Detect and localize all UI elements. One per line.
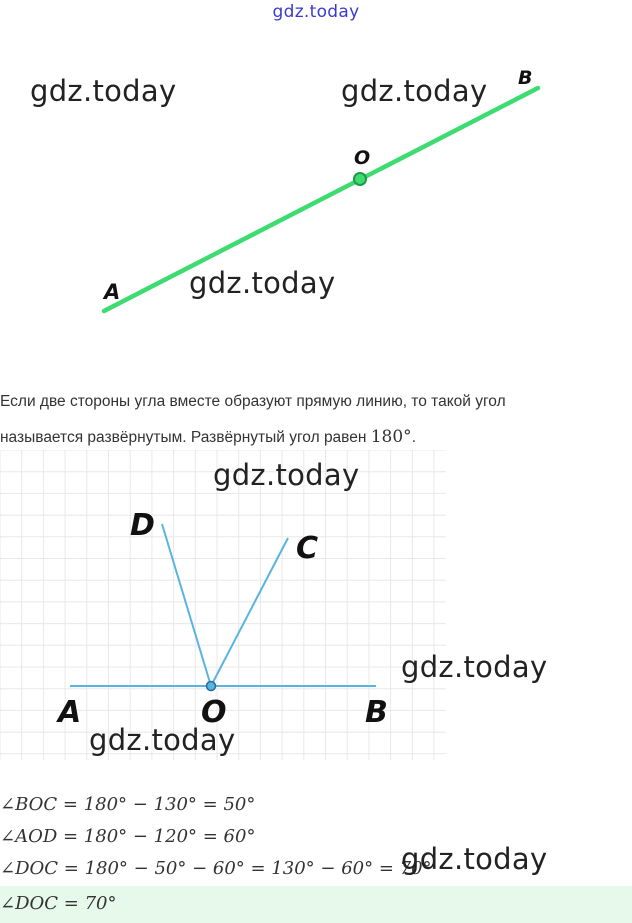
ray-oc: [211, 538, 288, 686]
watermark: gdz.today: [401, 842, 548, 876]
label-b: B: [518, 67, 533, 89]
watermark: gdz.today: [189, 266, 336, 300]
label-a: A: [58, 695, 82, 730]
site-link[interactable]: gdz.today: [272, 2, 360, 22]
label-c: C: [296, 531, 319, 566]
watermark: gdz.today: [30, 74, 177, 108]
vertex-o: [207, 682, 216, 691]
paragraph-line-2: [0, 427, 416, 447]
equation-boc: ∠BOC = 180° − 130° = 50°: [0, 794, 256, 815]
label-b: B: [365, 695, 388, 730]
watermark: gdz.today: [341, 74, 488, 108]
label-o: O: [354, 147, 371, 169]
watermark: gdz.today: [89, 723, 236, 757]
answer-doc: ∠DOC = 70°: [0, 893, 117, 914]
point-o: [354, 173, 366, 185]
watermark: gdz.today: [401, 650, 548, 684]
figure-angles-grid: [0, 450, 446, 760]
ray-od: [162, 524, 211, 686]
paragraph-line-1: Если две стороны угла вместе образуют прямую линию, то такой угол: [0, 393, 506, 410]
equation-doc: ∠DOC = 180° − 50° − 60° = 130° − 60° = 70°: [0, 858, 432, 879]
watermark: gdz.today: [213, 458, 360, 492]
straight-angle-value: 180°: [370, 427, 412, 447]
paragraph-text: называется развёрнутым. Развёрнутый угол равен: [0, 429, 371, 446]
label-o: O: [201, 695, 227, 730]
label-d: D: [130, 508, 155, 543]
equation-aod: ∠AOD = 180° − 120° = 60°: [0, 826, 256, 847]
label-a: A: [104, 280, 121, 304]
paragraph-end: .: [411, 429, 416, 446]
